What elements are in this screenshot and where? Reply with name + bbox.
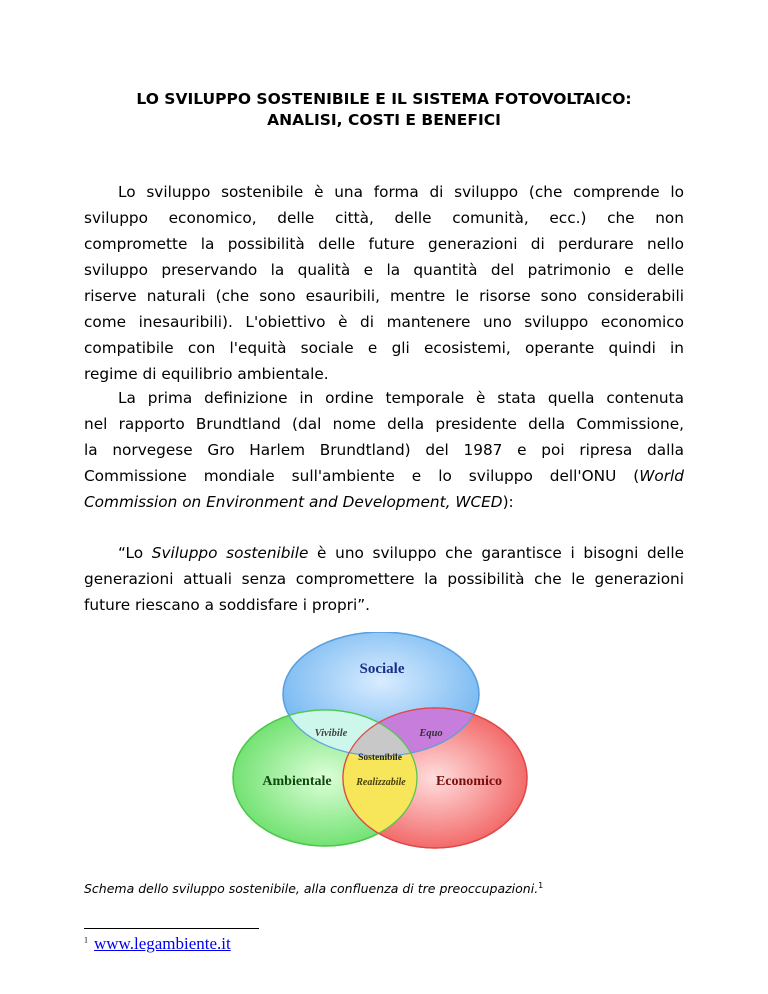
paragraph-line: regime di equilibrio ambientale. bbox=[84, 365, 329, 383]
caption-footnote-ref: 1 bbox=[538, 881, 544, 890]
paragraph-line: “Lo Sviluppo sostenibile è uno sviluppo che garantisce i bisogni delle bbox=[118, 544, 685, 562]
footnote bbox=[84, 934, 231, 954]
paragraph-line: Lo sviluppo sostenibile è una forma di sviluppo (che comprende lo bbox=[118, 183, 684, 201]
venn-diagram bbox=[229, 632, 533, 860]
paragraph-brundtland bbox=[84, 385, 684, 515]
paragraph-line: La prima definizione in ordine temporale è stata quella contenuta bbox=[118, 389, 684, 407]
paragraph-line: la norvegese Gro Harlem Brundtland) del 1987 e poi ripresa dalla bbox=[84, 441, 684, 459]
label-ambientale: Ambientale bbox=[262, 774, 332, 789]
label-realizzabile: Realizzabile bbox=[356, 777, 406, 788]
paragraph-line: generazioni attuali senza compromettere la possibilità che le generazioni bbox=[84, 570, 684, 588]
paragraph-line: nel rapporto Brundtland (dal nome della presidente della Commissione, bbox=[84, 415, 684, 433]
label-sociale: Sociale bbox=[359, 661, 405, 677]
paragraph-line: come inesauribili). L'obiettivo è di mantenere uno sviluppo economico bbox=[84, 313, 684, 331]
footnote-number: 1 bbox=[84, 935, 88, 945]
paragraph-line: sviluppo economico, delle città, delle comunità, ecc.) che non bbox=[84, 209, 684, 227]
label-economico: Economico bbox=[435, 774, 503, 789]
paragraph-definition bbox=[84, 179, 684, 387]
paragraph-line: Commission on Environment and Development, WCED): bbox=[84, 493, 514, 511]
figure-caption: Schema dello sviluppo sostenibile, alla confluenza di tre preoccupazioni.$^1$ bbox=[84, 881, 544, 897]
paragraph-line: compatibile con l'equità sociale e gli ecosistemi, operante quindi in bbox=[84, 339, 684, 357]
label-sostenibile: Sostenibile bbox=[358, 753, 402, 763]
paragraph-line: future riescano a soddisfare i propri”. bbox=[84, 596, 370, 614]
title-line-1: LO SVILUPPO SOSTENIBILE E IL SISTEMA FOTOVOLTAICO: bbox=[136, 90, 632, 108]
page-title bbox=[60, 89, 708, 131]
label-vivibile: Vivibile bbox=[314, 728, 348, 739]
paragraph-line: compromette la possibilità delle future generazioni di perdurare nello bbox=[84, 235, 684, 253]
label-equo: Equo bbox=[419, 728, 443, 739]
paragraph-line: riserve naturali (che sono esauribili, mentre le risorse sono considerabili bbox=[84, 287, 684, 305]
title-line-2: ANALISI, COSTI E BENEFICI bbox=[267, 111, 501, 129]
footnote-separator bbox=[84, 928, 259, 929]
paragraph-line: sviluppo preservando la qualità e la quantità del patrimonio e delle bbox=[84, 261, 684, 279]
quote-definition bbox=[84, 540, 684, 618]
footnote-link[interactable]: www.legambiente.it bbox=[94, 934, 231, 953]
paragraph-line: Commissione mondiale sull'ambiente e lo sviluppo dell'ONU (World bbox=[84, 467, 684, 485]
